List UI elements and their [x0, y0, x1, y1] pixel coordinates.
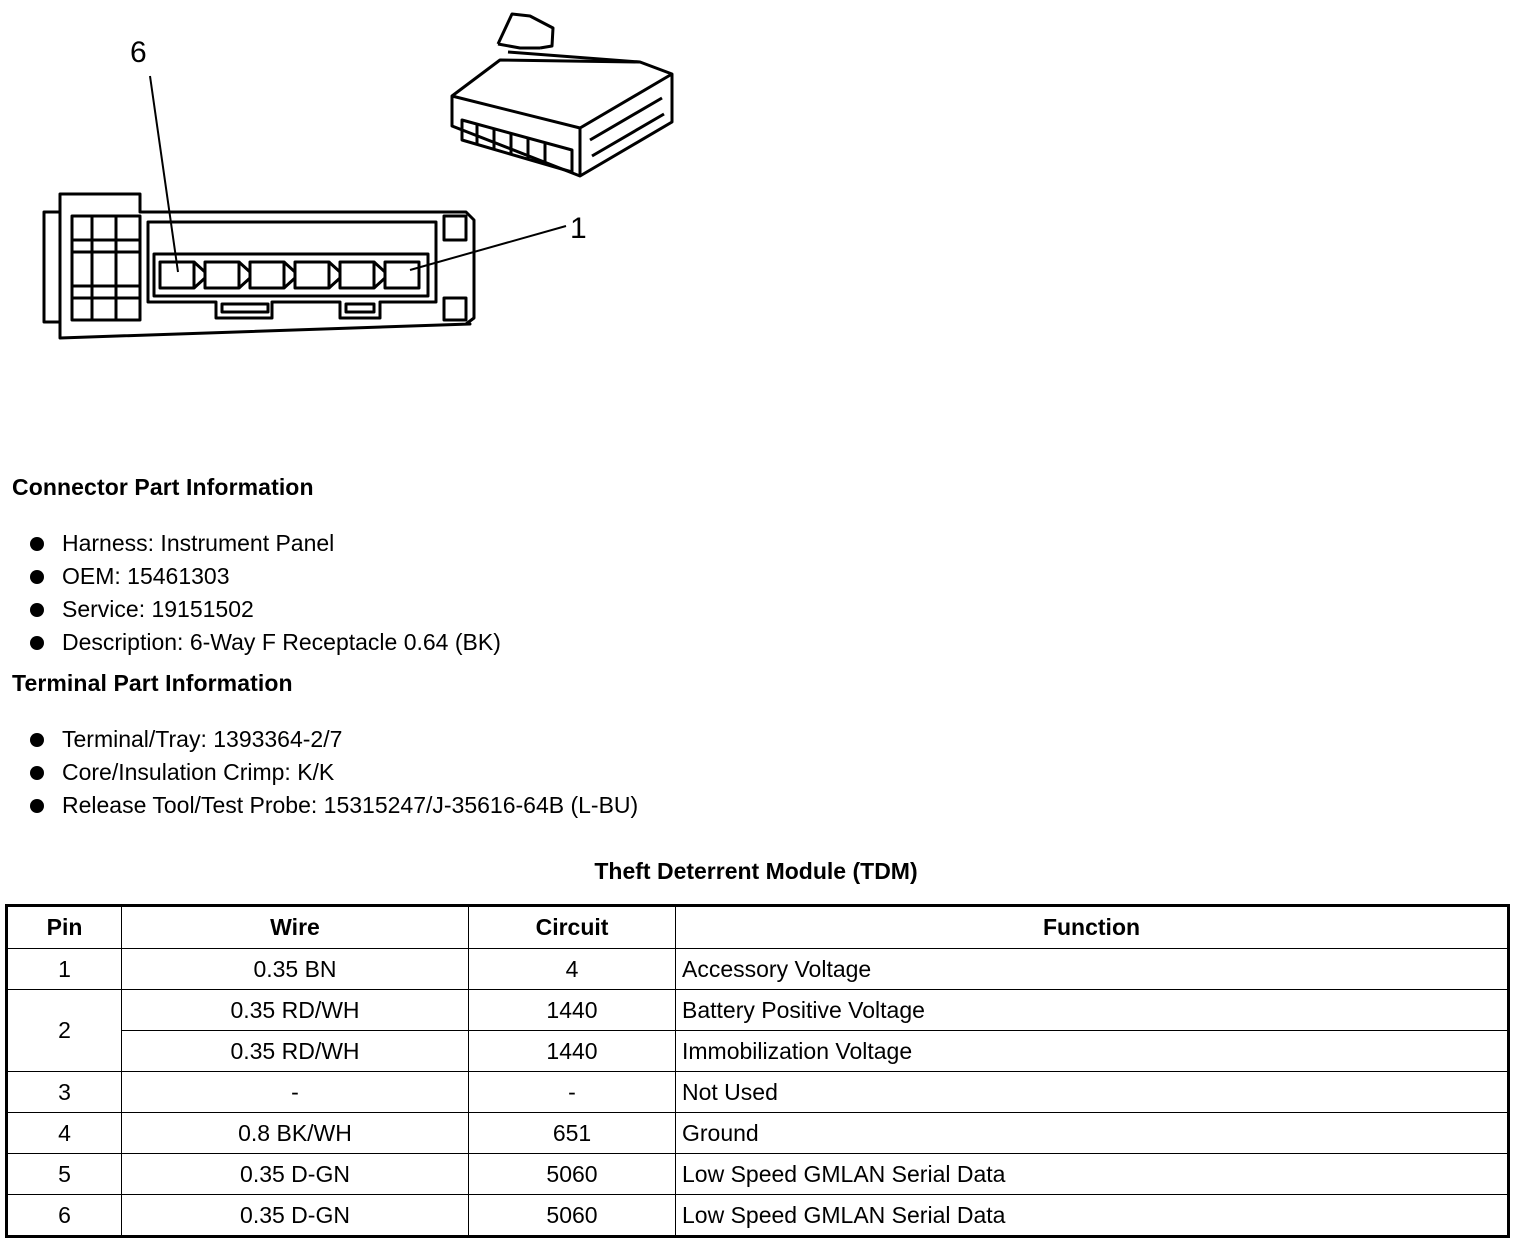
table-row — [7, 990, 1509, 1031]
cell-function: Immobilization Voltage — [676, 1031, 1509, 1072]
description-text: Description: 6-Way F Receptacle 0.64 (BK) — [62, 629, 501, 655]
oem-text: OEM: 15461303 — [62, 563, 230, 589]
pinout-table — [5, 904, 1510, 1238]
pin-cavities — [160, 262, 419, 288]
cell-wire: 0.35 RD/WH — [122, 1031, 469, 1072]
callout-pin-1: 1 — [570, 212, 587, 245]
cell-wire: - — [122, 1072, 469, 1113]
bullet-icon — [30, 766, 44, 780]
cell-circuit: 1440 — [469, 1031, 676, 1072]
header-function: Function — [676, 906, 1509, 949]
cell-function: Not Used — [676, 1072, 1509, 1113]
table-header-row — [7, 906, 1509, 949]
cell-function: Battery Positive Voltage — [676, 990, 1509, 1031]
cell-function: Low Speed GMLAN Serial Data — [676, 1195, 1509, 1237]
terminal-info-list — [28, 723, 638, 822]
table-title: Theft Deterrent Module (TDM) — [594, 858, 918, 884]
cell-circuit: 651 — [469, 1113, 676, 1154]
list-item — [28, 626, 501, 659]
cell-circuit: - — [469, 1072, 676, 1113]
header-circuit: Circuit — [469, 906, 676, 949]
bullet-icon — [30, 799, 44, 813]
cell-pin: 2 — [7, 990, 122, 1072]
header-wire: Wire — [122, 906, 469, 949]
cell-wire: 0.35 RD/WH — [122, 990, 469, 1031]
bullet-icon — [30, 570, 44, 584]
connector-front-view — [44, 194, 474, 338]
cell-pin: 1 — [7, 949, 122, 990]
list-item — [28, 527, 501, 560]
bullet-icon — [30, 636, 44, 650]
bullet-icon — [30, 603, 44, 617]
cell-pin: 6 — [7, 1195, 122, 1237]
bullet-icon — [30, 733, 44, 747]
cell-circuit: 5060 — [469, 1195, 676, 1237]
cell-pin: 4 — [7, 1113, 122, 1154]
table-row — [7, 1031, 1509, 1072]
cell-circuit: 1440 — [469, 990, 676, 1031]
table-row — [7, 1072, 1509, 1113]
cell-pin: 5 — [7, 1154, 122, 1195]
cell-function: Low Speed GMLAN Serial Data — [676, 1154, 1509, 1195]
leader-line-pin-1 — [410, 226, 566, 270]
cell-function: Ground — [676, 1113, 1509, 1154]
connector-3d-view — [452, 14, 672, 176]
service-text: Service: 19151502 — [62, 596, 254, 622]
leader-line-pin-6 — [150, 76, 178, 272]
cell-wire: 0.35 D-GN — [122, 1154, 469, 1195]
table-row — [7, 1113, 1509, 1154]
cell-function: Accessory Voltage — [676, 949, 1509, 990]
connector-info-heading: Connector Part Information — [12, 474, 314, 500]
cell-wire: 0.35 D-GN — [122, 1195, 469, 1237]
connector-diagram — [0, 0, 1520, 440]
list-item — [28, 789, 638, 822]
table-row — [7, 949, 1509, 990]
bullet-icon — [30, 537, 44, 551]
release-tool-text: Release Tool/Test Probe: 15315247/J-35616-64B (L-BU) — [62, 792, 639, 818]
list-item — [28, 723, 638, 756]
crimp-text: Core/Insulation Crimp: K/K — [62, 759, 335, 785]
table-row — [7, 1195, 1509, 1237]
header-pin: Pin — [7, 906, 122, 949]
cell-wire: 0.35 BN — [122, 949, 469, 990]
harness-text: Harness: Instrument Panel — [62, 530, 335, 556]
cell-circuit: 4 — [469, 949, 676, 990]
callout-pin-6: 6 — [130, 36, 147, 69]
list-item — [28, 593, 501, 626]
list-item — [28, 560, 501, 593]
list-item — [28, 756, 638, 789]
terminal-tray-text: Terminal/Tray: 1393364-2/7 — [62, 726, 343, 752]
cell-circuit: 5060 — [469, 1154, 676, 1195]
connector-info-list — [28, 527, 501, 659]
cell-wire: 0.8 BK/WH — [122, 1113, 469, 1154]
cell-pin: 3 — [7, 1072, 122, 1113]
table-row — [7, 1154, 1509, 1195]
terminal-info-heading: Terminal Part Information — [12, 670, 293, 696]
